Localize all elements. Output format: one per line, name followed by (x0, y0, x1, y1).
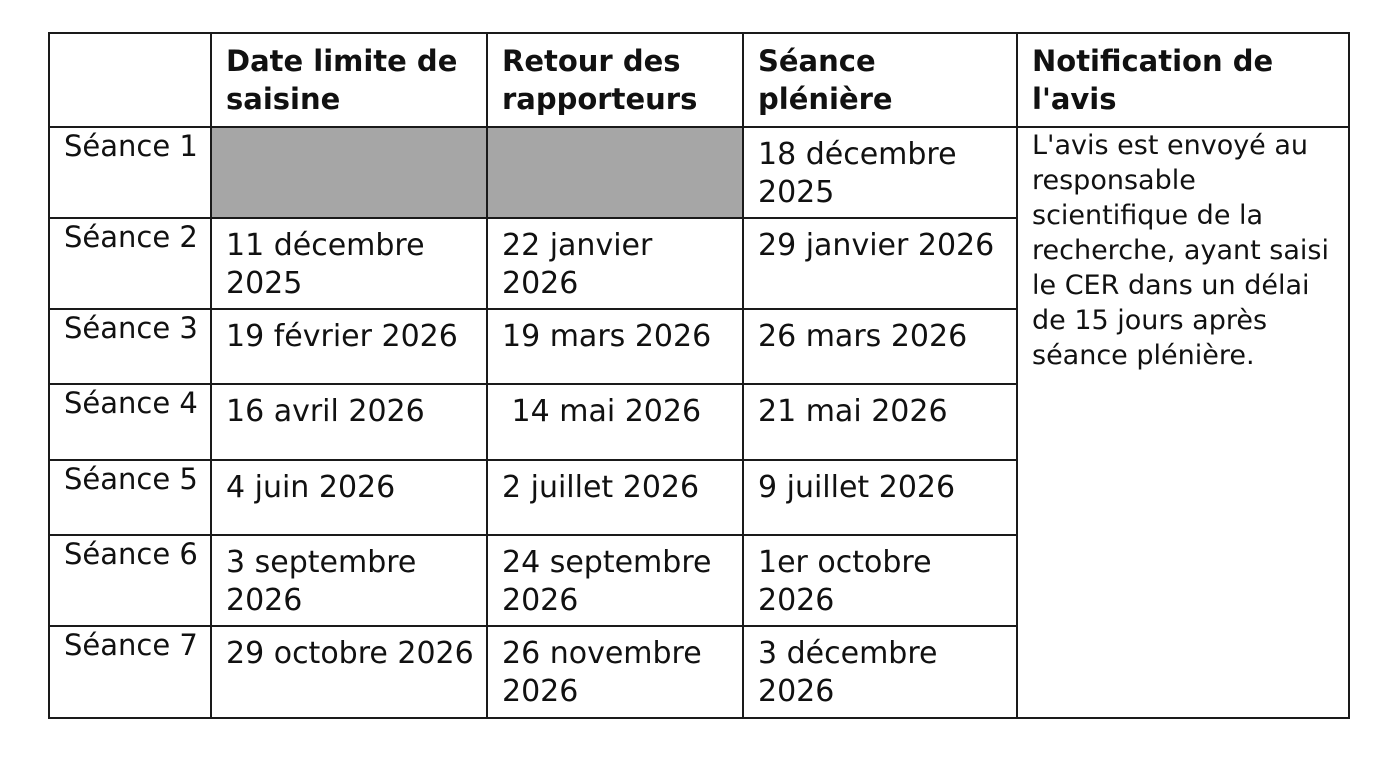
retour-cell: 14 mai 2026 (487, 384, 743, 460)
date-limite-cell: 11 décembre 2025 (211, 218, 487, 309)
table-header-row (49, 33, 1349, 127)
header-date-limite: Date limite de saisine (211, 33, 487, 127)
date-limite-cell (211, 127, 487, 218)
retour-cell: 2 juillet 2026 (487, 460, 743, 535)
header-empty (49, 33, 211, 127)
header-seance-pleniere: Séance plénière (743, 33, 1017, 127)
retour-cell (487, 127, 743, 218)
row-label: Séance 6 (49, 535, 211, 626)
pleniere-cell: 29 janvier 2026 (743, 218, 1017, 309)
date-limite-cell: 16 avril 2026 (211, 384, 487, 460)
date-limite-cell: 3 septembre 2026 (211, 535, 487, 626)
row-label: Séance 4 (49, 384, 211, 460)
date-limite-cell: 19 février 2026 (211, 309, 487, 384)
header-notification: Notification de l'avis (1017, 33, 1349, 127)
schedule-table (48, 32, 1350, 719)
pleniere-cell: 3 décembre 2026 (743, 626, 1017, 718)
retour-cell: 19 mars 2026 (487, 309, 743, 384)
row-label: Séance 2 (49, 218, 211, 309)
pleniere-cell: 1er octobre 2026 (743, 535, 1017, 626)
notification-cell: L'avis est envoyé au responsable scientifique de la recherche, ayant saisi le CER dans un délai de 15 jours après séance plénière. (1017, 127, 1349, 718)
row-label: Séance 3 (49, 309, 211, 384)
row-label: Séance 1 (49, 127, 211, 218)
row-label: Séance 5 (49, 460, 211, 535)
date-limite-cell: 4 juin 2026 (211, 460, 487, 535)
row-label: Séance 7 (49, 626, 211, 718)
date-limite-cell: 29 octobre 2026 (211, 626, 487, 718)
pleniere-cell: 26 mars 2026 (743, 309, 1017, 384)
header-retour-rapporteurs: Retour des rapporteurs (487, 33, 743, 127)
pleniere-cell: 21 mai 2026 (743, 384, 1017, 460)
table-row (49, 127, 1349, 218)
pleniere-cell: 18 décembre 2025 (743, 127, 1017, 218)
retour-cell: 24 septembre 2026 (487, 535, 743, 626)
retour-cell: 22 janvier 2026 (487, 218, 743, 309)
pleniere-cell: 9 juillet 2026 (743, 460, 1017, 535)
retour-cell: 26 novembre 2026 (487, 626, 743, 718)
